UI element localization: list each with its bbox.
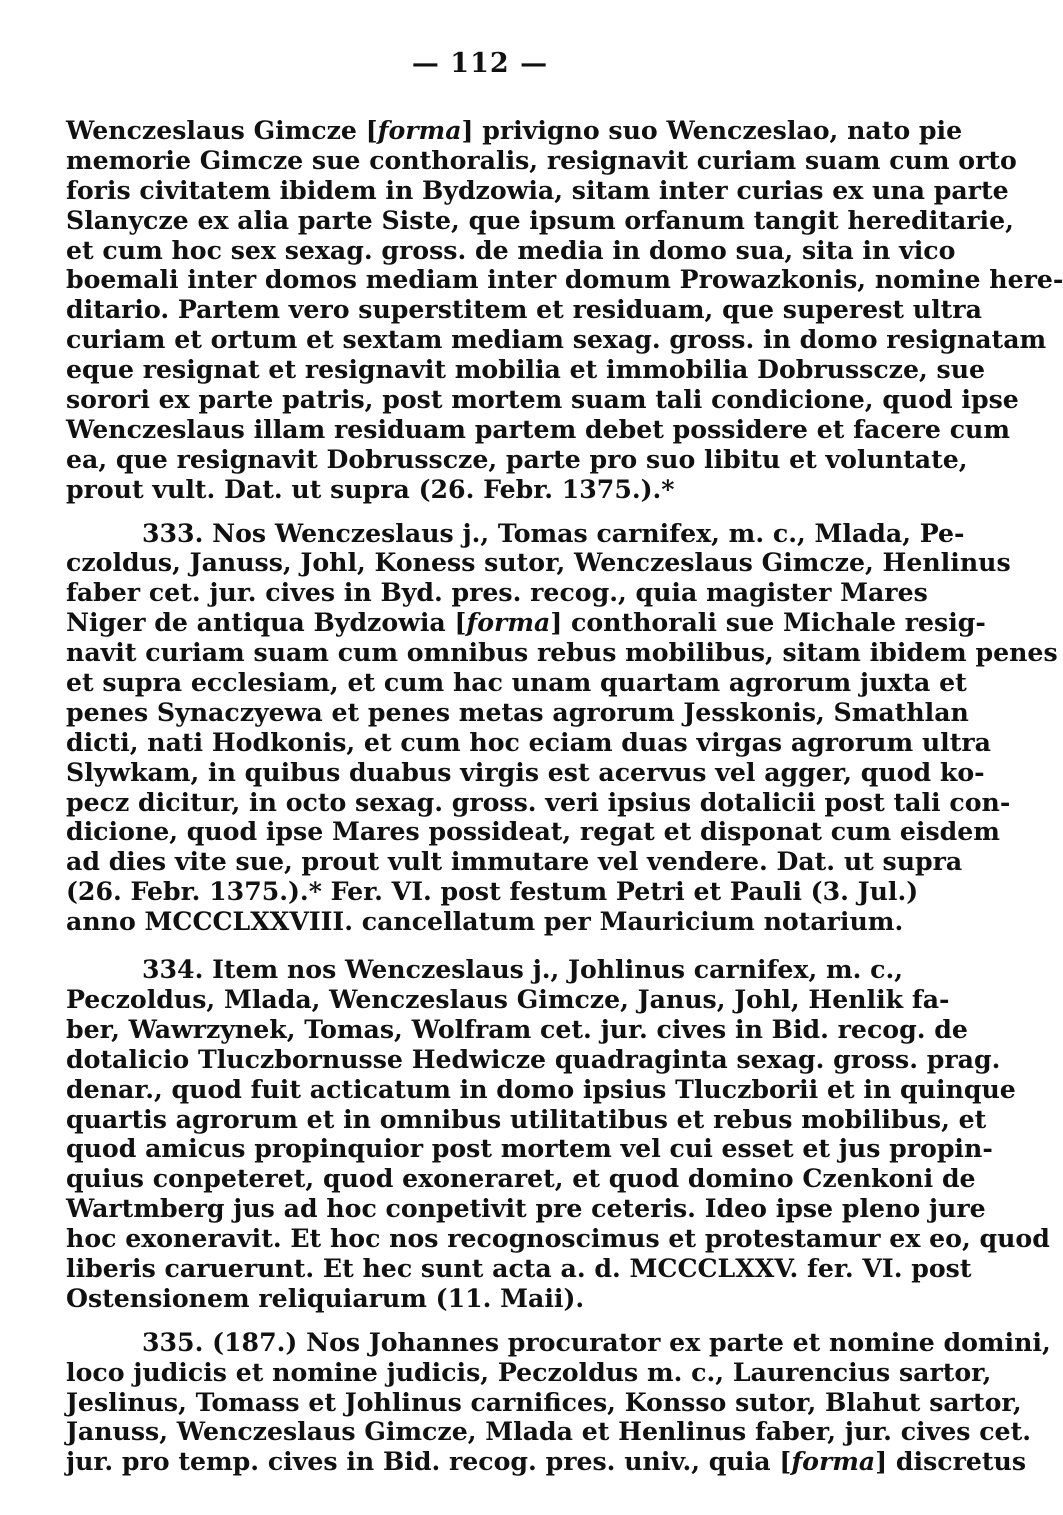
text-line: quartis agrorum et in omnibus utilitatibus et rebus mobilibus, et: [66, 1103, 987, 1134]
text-line: denar., quod fuit acticatum in domo ipsius Tluczborii et in quinque: [66, 1073, 1016, 1104]
text-line: quius conpeteret, quod exoneraret, et quod domino Czenkoni de: [66, 1163, 976, 1194]
text-line: penes Synaczyewa et penes metas agrorum Jesskonis, Smathlan: [66, 696, 969, 727]
text-line: dicti, nati Hodkonis, et cum hoc eciam duas virgas agrorum ultra: [66, 726, 991, 757]
text-line: boemali inter domos mediam inter domum Prowazkonis, nomine here-: [66, 264, 1063, 295]
text-line: Wenczeslaus illam residuam partem debet possidere et facere cum: [66, 413, 1011, 444]
text-line: liberis caruerunt. Et hec sunt acta a. d. MCCCLXXV. fer. VI. post: [66, 1252, 972, 1283]
paragraph-gap: [66, 1314, 896, 1328]
text-line: 334. Item nos Wenczeslaus j., Johlinus carnifex, m. c.,: [142, 954, 904, 985]
paragraph-gap: [66, 937, 896, 955]
text-line: dotalicio Tluczbornusse Hedwicze quadraginta sexag. gross. prag.: [66, 1043, 1001, 1074]
text-line: czoldus, Januss, Johl, Koness sutor, Wenczeslaus Gimcze, Henlinus: [66, 547, 1011, 578]
text-line: Januss, Wenczeslaus Gimcze, Mlada et Henlinus faber, jur. cives cet.: [66, 1416, 1031, 1447]
text-line: ad dies vite sue, prout vult immutare vel vendere. Dat. ut supra: [66, 846, 963, 877]
text-line: anno MCCCLXXVIII. cancellatum per Mauricium notarium.: [66, 906, 904, 937]
text-line: (26. Febr. 1375.).* Fer. VI. post festum Petri et Pauli (3. Jul.): [66, 876, 919, 907]
text-line: pecz dicitur, in octo sexag. gross. veri ipsius dotalicii post tali con-: [66, 786, 1011, 817]
text-line: jur. pro temp. cives in Bid. recog. pres. univ., quia [forma] discretus: [66, 1446, 1027, 1477]
text-line: ea, que resignavit Dobrusscze, parte pro suo libitu et voluntate,: [66, 443, 968, 474]
text-line: loco judicis et nomine judicis, Peczoldus m. c., Laurencius sartor,: [66, 1356, 992, 1387]
document-body: [66, 115, 1063, 1477]
paragraph-p333: [66, 517, 1058, 937]
paragraph-p335: [66, 1326, 1051, 1477]
text-line: ditario. Partem vero superstitem et residuam, que superest ultra: [66, 294, 982, 325]
text-line: Wartmberg jus ad hoc conpetivit pre ceteris. Ideo ipse pleno jure: [66, 1193, 986, 1224]
text-line: ber, Wawrzynek, Tomas, Wolfram cet. jur. cives in Bid. recog. de: [66, 1013, 968, 1044]
text-line: 335. (187.) Nos Johannes procurator ex parte et nomine domini,: [142, 1326, 1051, 1357]
text-line: navit curiam suam cum omnibus rebus mobilibus, sitam ibidem penes: [66, 637, 1058, 668]
text-line: eque resignat et resignavit mobilia et immobilia Dobrusscze, sue: [66, 354, 986, 385]
text-line: Slywkam, in quibus duabus virgis est acervus vel agger, quod ko-: [66, 756, 985, 787]
text-line: hoc exoneravit. Et hoc nos recognoscimus et protestamur ex eo, quod: [66, 1223, 1050, 1254]
page-number: — 112 —: [411, 48, 549, 79]
text-line: prout vult. Dat. ut supra (26. Febr. 1375.).*: [66, 473, 675, 504]
text-line: memorie Gimcze sue conthoralis, resignavit curiam suam cum orto: [66, 144, 1017, 175]
text-line: Jeslinus, Tomass et Johlinus carnifices, Konsso sutor, Blahut sartor,: [66, 1386, 1022, 1417]
text-line: Peczoldus, Mlada, Wenczeslaus Gimcze, Janus, Johl, Henlik fa-: [66, 983, 950, 1014]
text-line: Ostensionem reliquiarum (11. Maii).: [66, 1282, 585, 1313]
text-line: Wenczeslaus Gimcze [forma] privigno suo Wenczeslao, nato pie: [66, 115, 963, 145]
text-line: dicione, quod ipse Mares possideat, regat et disponat cum eisdem: [66, 816, 1000, 847]
paragraph-p1: [66, 115, 1063, 505]
text-line: curiam et ortum et sextam mediam sexag. gross. in domo resignatam: [66, 324, 1047, 355]
text-line: quod amicus propinquior post mortem vel cui esset et jus propin-: [66, 1133, 993, 1164]
text-line: 333. Nos Wenczeslaus j., Tomas carnifex, m. c., Mlada, Pe-: [142, 517, 965, 548]
text-line: et supra ecclesiam, et cum hac unam quartam agrorum juxta et: [66, 667, 967, 698]
text-line: sorori ex parte patris, post mortem suam tali condicione, quod ipse: [66, 384, 1019, 415]
text-line: et cum hoc sex sexag. gross. de media in domo sua, sita in vico: [66, 234, 956, 265]
paragraph-gap: [66, 505, 896, 519]
paragraph-p334: [66, 954, 1050, 1314]
text-line: Slanycze ex alia parte Siste, que ipsum orfanum tangit hereditarie,: [66, 204, 1014, 235]
text-line: faber cet. jur. cives in Byd. pres. recog., quia magister Mares: [66, 577, 928, 608]
text-line: foris civitatem ibidem in Bydzowia, sitam inter curias ex una parte: [66, 174, 1009, 205]
text-line: Niger de antiqua Bydzowia [forma] conthorali sue Michale resig-: [66, 607, 986, 638]
